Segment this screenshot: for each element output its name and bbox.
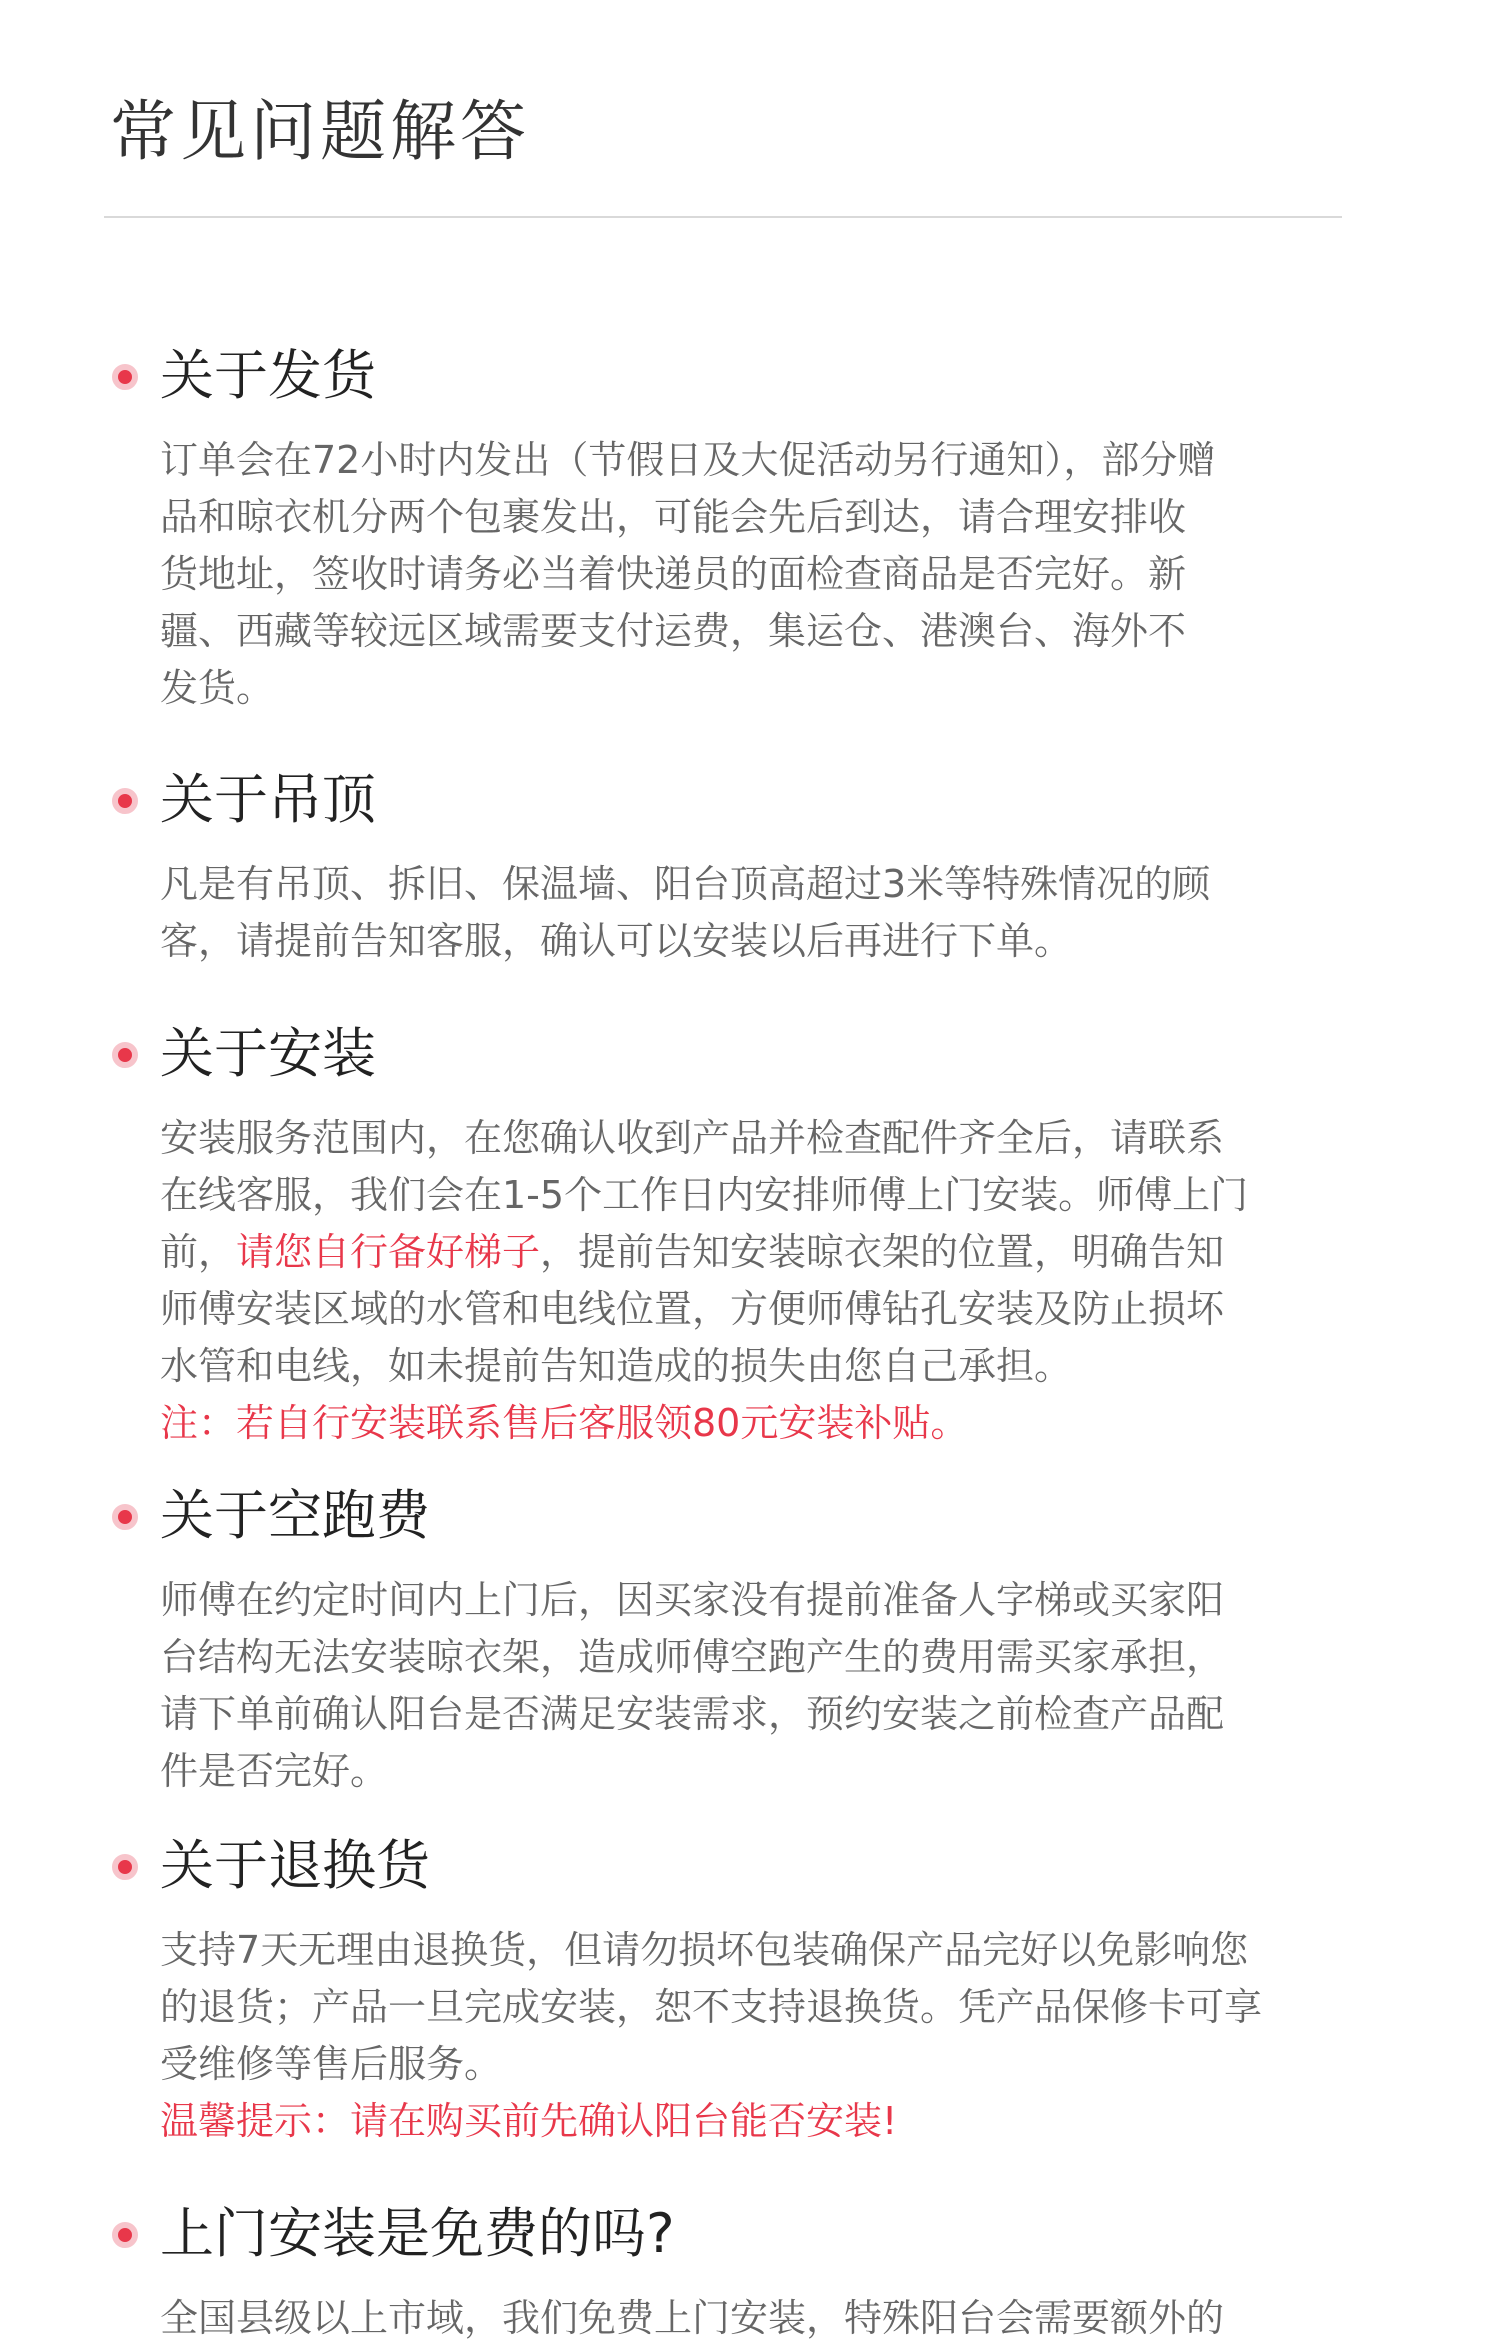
page-title: 常见问题解答 xyxy=(110,93,530,170)
section-body xyxy=(160,1110,1340,1395)
bullet-icon xyxy=(112,1504,138,1530)
bullet-icon xyxy=(112,1854,138,1880)
section-body: 师傅在约定时间内上门后，因买家没有提前准备人字梯或买家阳 台结构无法安装晾衣架，造成师傅空跑产生的费用需买家承担， 请下单前确认阳台是否满足安装需求，预约安装之前检查产品配 件是否完好。 xyxy=(160,1578,1225,1793)
title-divider xyxy=(104,216,1342,218)
section-heading: 关于吊顶 xyxy=(160,768,376,831)
section-heading: 关于发货 xyxy=(160,344,376,407)
section-heading: 关于安装 xyxy=(160,1022,376,1085)
bullet-icon xyxy=(112,2222,138,2248)
section-body: 全国县级以上市域，我们免费上门安装，特殊阳台会需要额外的 xyxy=(160,2296,1225,2340)
section-heading: 上门安装是免费的吗? xyxy=(160,2202,675,2265)
body-text-segment: 前， xyxy=(160,1230,237,1274)
section-heading: 关于退换货 xyxy=(160,1834,430,1897)
body-line: 师傅安装区域的水管和电线位置，方便师傅钻孔安装及防止损坏 xyxy=(160,1287,1225,1331)
bullet-icon xyxy=(112,1042,138,1068)
bullet-icon xyxy=(112,364,138,390)
body-line: 安装服务范围内，在您确认收到产品并检查配件齐全后，请联系 xyxy=(160,1116,1225,1160)
section-body: 凡是有吊顶、拆旧、保温墙、阳台顶高超过3米等特殊情况的顾 客，请提前告知客服，确认可以安装以后再进行下单。 xyxy=(160,862,1211,963)
bullet-icon xyxy=(112,788,138,814)
highlight-text: 请您自行备好梯子 xyxy=(236,1230,541,1274)
body-line xyxy=(160,1224,1340,1281)
section-heading: 关于空跑费 xyxy=(160,1484,430,1547)
section-body: 订单会在72小时内发出（节假日及大促活动另行通知），部分赠 品和晾衣机分两个包裹发出，可能会先后到达，请合理安排收 货地址，签收时请务必当着快递员的面检查商品是否完好。新 疆、西藏等较远区域需要支付运费，集运仓、港澳台、海外不 发货。 xyxy=(160,438,1216,710)
body-line: 水管和电线，如未提前告知造成的损失由您自己承担。 xyxy=(160,1344,1073,1388)
body-line: 在线客服，我们会在1-5个工作日内安排师傅上门安装。师傅上门 xyxy=(160,1173,1249,1217)
body-text-segment: ，提前告知安装晾衣架的位置，明确告知 xyxy=(540,1230,1225,1274)
section-note: 温馨提示：请在购买前先确认阳台能否安装! xyxy=(160,2099,898,2143)
section-body: 支持7天无理由退换货，但请勿损坏包装确保产品完好以免影响您 的退货；产品一旦完成安装，恕不支持退换货。凭产品保修卡可享 受维修等售后服务。 xyxy=(160,1928,1263,2086)
section-note: 注：若自行安装联系售后客服领80元安装补贴。 xyxy=(160,1401,969,1445)
